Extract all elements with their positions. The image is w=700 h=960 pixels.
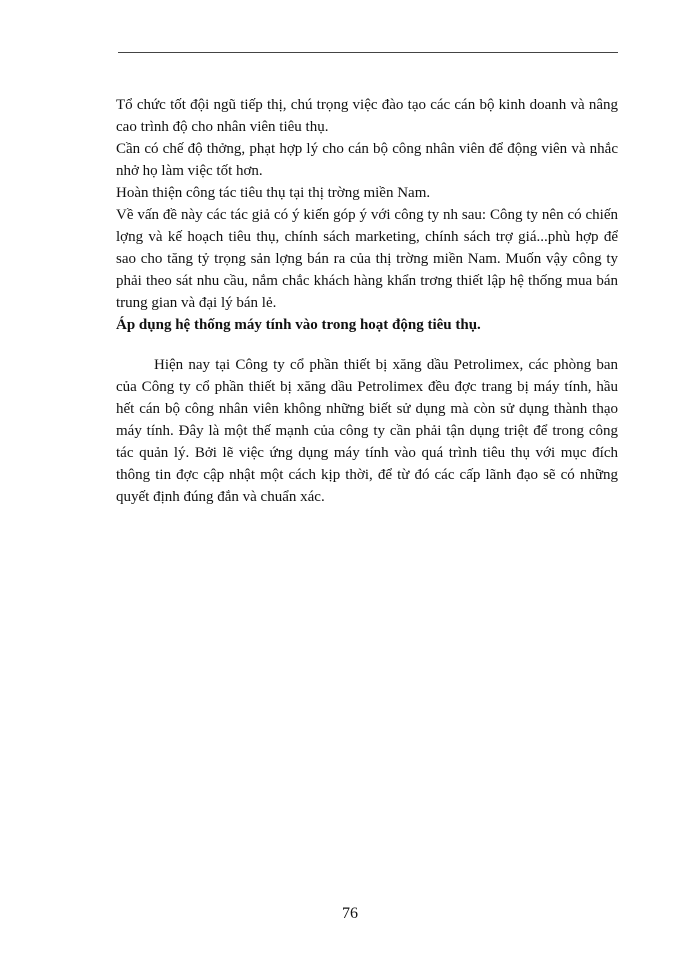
paragraph-sales-training: Tổ chức tốt đội ngũ tiếp thị, chú trọng việc đào tạo các cán bộ kinh doanh và nâng cao trình độ cho nhân viên tiêu thụ. xyxy=(116,97,618,135)
paragraph-recommendations: Về vấn đề này các tác giả có ý kiến góp ý với công ty nh sau: Công ty nên có chiến lợng và kế hoạch tiêu thụ, chính sách marketing, chính sách trợ giá...phù hợp để sao cho tăng tỷ trọng sản lợng bán ra của thị trờng miền Nam. Muốn vậy công ty phải theo sát nhu cầu, nắm chắc khách hàng khẩn trơng thiết lập hệ thống mua bán trung gian và đại lý bán lẻ. xyxy=(116,207,618,311)
header-rule xyxy=(118,52,618,53)
section-heading: Áp dụng hệ thống máy tính vào trong hoạt động tiêu thụ. xyxy=(116,317,481,333)
body-text xyxy=(116,94,618,508)
paragraph-southern-market: Hoàn thiện công tác tiêu thụ tại thị trờng miền Nam. xyxy=(116,185,431,201)
paragraph-reward-policy: Cần có chế độ thởng, phạt hợp lý cho cán bộ công nhân viên để động viên và nhắc nhở họ làm việc tốt hơn. xyxy=(116,141,618,179)
paragraph-computer-systems: Hiện nay tại Công ty cổ phần thiết bị xăng dầu Petrolimex, các phòng ban của Công ty cổ phần thiết bị xăng dầu Petrolimex đều đợc trang bị máy tính, hầu hết cán bộ công nhân viên không những biết sử dụng mà còn sử dụng thành thạo máy tính. Đây là một thế mạnh của công ty cần phải tận dụng triệt để trong công tác quản lý. Bởi lẽ việc ứng dụng máy tính vào quá trình tiêu thụ với mục đích thông tin đợc cập nhật một cách kịp thời, để từ đó các cấp lãnh đạo sẽ có những quyết định đúng đắn và chuẩn xác. xyxy=(116,357,618,505)
page-number: 76 xyxy=(342,905,358,922)
